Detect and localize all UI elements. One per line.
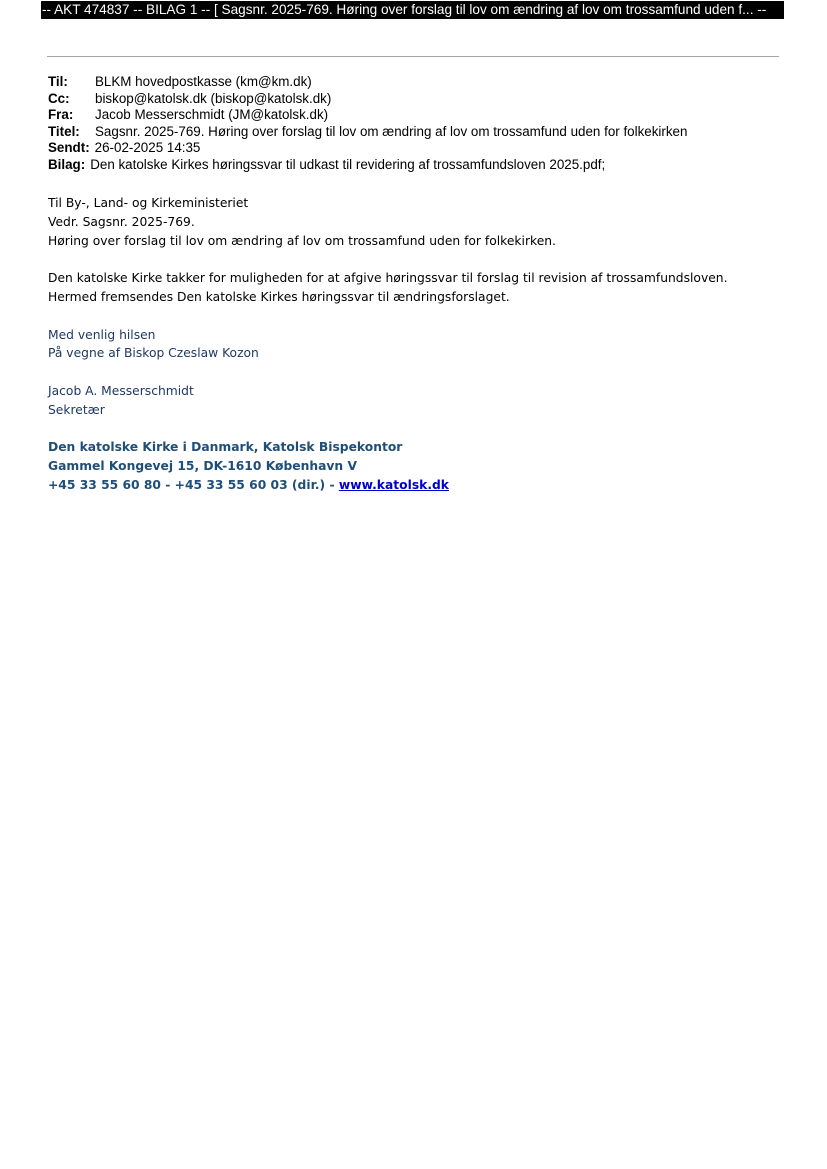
message-line: Den katolske Kirke takker for muligheden for at afgive høringssvar til forslag til revision af trossamfundsloven. xyxy=(48,271,728,286)
address-line: Til By-, Land- og Kirkeministeriet xyxy=(48,196,249,210)
website-link[interactable]: www.katolsk.dk xyxy=(338,477,449,492)
document-banner xyxy=(41,1,784,19)
address-line: Høring over forslag til lov om ændring af lov om trossamfund uden for folkekirken. xyxy=(48,233,556,248)
title-value: Sagsnr. 2025-769. Høring over forslag til lov om ændring af lov om trossamfund uden for folkekirken xyxy=(95,123,688,139)
header-row-to xyxy=(48,74,788,91)
attachment-value: Den katolske Kirkes høringssvar til udkast til revidering af trossamfundsloven 2025.pdf; xyxy=(90,156,606,172)
header-row-cc xyxy=(48,91,788,108)
header-row-from xyxy=(48,107,788,124)
header-row-attachment xyxy=(48,157,788,174)
recipient-address xyxy=(48,194,788,250)
closing-line: Med venlig hilsen xyxy=(48,327,156,342)
header-divider xyxy=(47,56,779,57)
signature-organization: Den katolske Kirke i Danmark, Katolsk Bispekontor xyxy=(48,440,403,455)
header-row-title xyxy=(48,124,788,141)
sender-name: Jacob A. Messerschmidt xyxy=(48,383,194,398)
banner-text: -- AKT 474837 -- BILAG 1 -- [ Sagsnr. 2025-769. Høring over forslag til lov om ændring af lov om trossamfund uden f... -- xyxy=(42,2,767,17)
sender-block xyxy=(48,382,788,420)
attachment-label: Bilag: xyxy=(48,156,86,172)
sent-label: Sendt: xyxy=(48,140,90,156)
signature-contact-line xyxy=(48,476,788,495)
to-value: BLKM hovedpostkasse (km@km.dk) xyxy=(95,74,312,89)
closing xyxy=(48,326,788,364)
from-value: Jacob Messerschmidt (JM@katolsk.dk) xyxy=(95,107,329,123)
message-paragraph xyxy=(48,269,788,307)
email-signature xyxy=(48,438,788,494)
header-row-sent xyxy=(48,140,788,157)
from-label: Fra: xyxy=(48,107,74,123)
title-label: Titel: xyxy=(48,123,80,139)
closing-line: På vegne af Biskop Czeslaw Kozon xyxy=(48,346,259,361)
signature-phones: +45 33 55 60 80 - +45 33 55 60 03 (dir.) - xyxy=(48,477,339,492)
to-label: Til: xyxy=(48,74,68,89)
cc-label: Cc: xyxy=(48,90,70,106)
email-body xyxy=(48,194,788,514)
sent-value: 26-02-2025 14:35 xyxy=(94,140,201,156)
signature-address: Gammel Kongevej 15, DK-1610 København V xyxy=(48,459,357,474)
message-line: Hermed fremsendes Den katolske Kirkes høringssvar til ændringsforslaget. xyxy=(48,289,510,304)
email-header xyxy=(48,74,788,174)
sender-role: Sekretær xyxy=(48,402,105,417)
address-line: Vedr. Sagsnr. 2025-769. xyxy=(48,214,195,229)
cc-value: biskop@katolsk.dk (biskop@katolsk.dk) xyxy=(95,90,332,106)
